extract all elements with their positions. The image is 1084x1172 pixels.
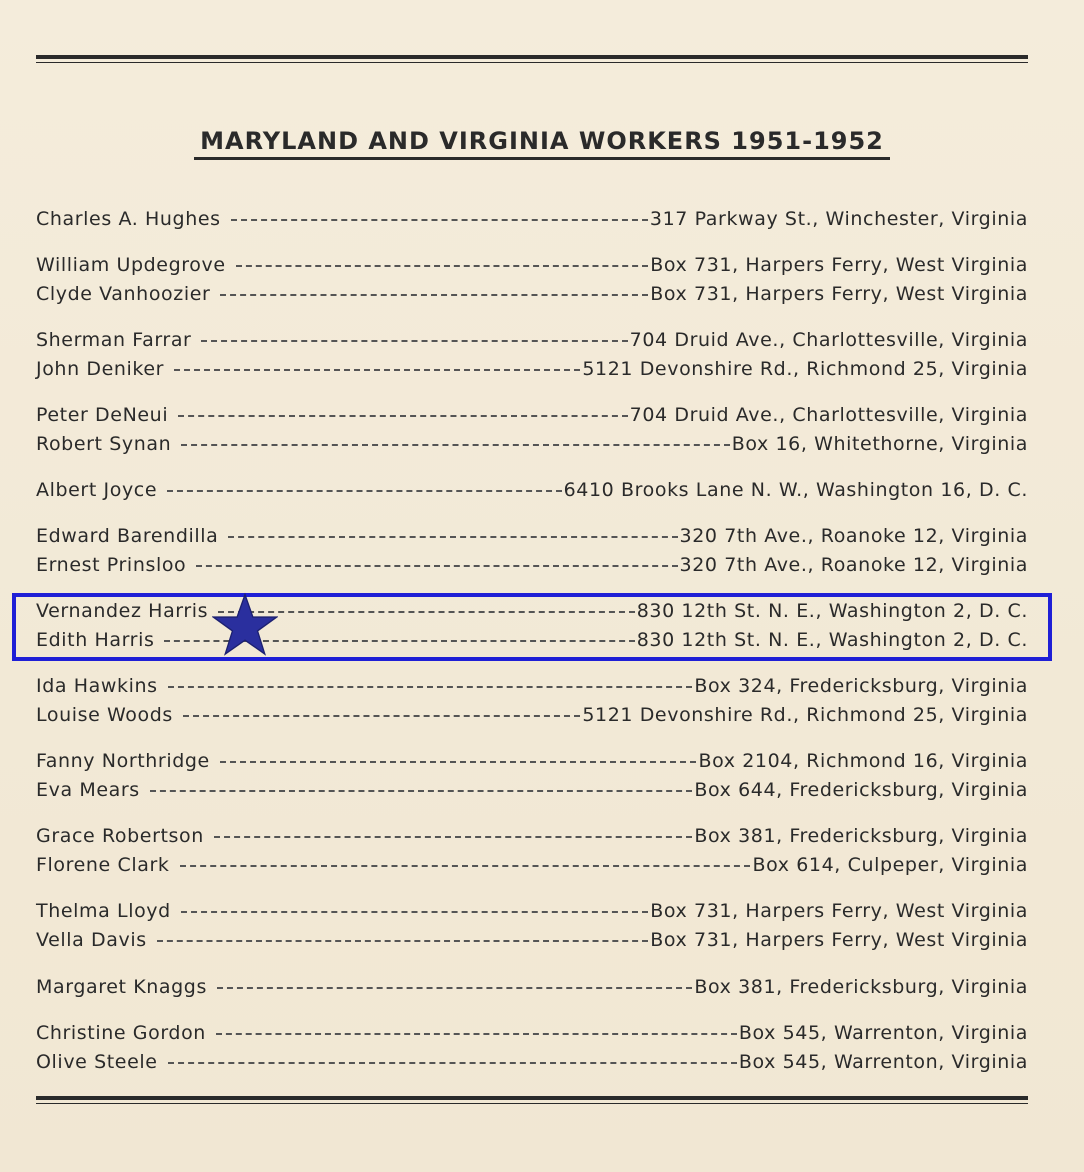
worker-address: Box 731, Harpers Ferry, West Virginia [650,283,1028,305]
dotted-leader [180,865,751,867]
worker-address: 320 7th Ave., Roanoke 12, Virginia [679,554,1028,576]
worker-address: 830 12th St. N. E., Washington 2, D. C. [636,600,1028,622]
star-icon [212,592,278,658]
dotted-leader [168,686,693,688]
dotted-leader [167,490,561,492]
dotted-leader [236,265,649,267]
worker-address: Box 731, Harpers Ferry, West Virginia [650,929,1028,951]
worker-name: Fanny Northridge [36,750,210,772]
list-item [36,976,1028,1004]
worker-name: Louise Woods [36,704,173,726]
worker-address: 6410 Brooks Lane N. W., Washington 16, D. C. [563,479,1028,501]
worker-address: Box 731, Harpers Ferry, West Virginia [650,900,1028,922]
worker-name: Margaret Knaggs [36,976,207,998]
list-item [36,525,1028,553]
worker-name: Christine Gordon [36,1022,206,1044]
list-item [36,825,1028,853]
list-item [36,358,1028,386]
list-item [36,929,1028,957]
worker-name: Albert Joyce [36,479,158,501]
dotted-leader [196,565,677,567]
worker-name: Thelma Lloyd [36,900,171,922]
worker-address: 704 Druid Ave., Charlottesville, Virginia [629,404,1028,426]
worker-address: Box 381, Fredericksburg, Virginia [694,825,1028,847]
page-title: MARYLAND AND VIRGINIA WORKERS 1951-1952 [194,127,890,160]
worker-address: Box 545, Warrenton, Virginia [738,1051,1028,1073]
list-item [36,750,1028,778]
list-item [36,479,1028,507]
worker-address: Box 614, Culpeper, Virginia [752,854,1028,876]
dotted-leader [217,987,692,989]
list-item [36,329,1028,357]
worker-name: William Updegrove [36,254,226,276]
worker-name: Clyde Vanhoozier [36,283,211,305]
worker-address: 320 7th Ave., Roanoke 12, Virginia [679,525,1028,547]
list-item [36,433,1028,461]
list-item [36,254,1028,282]
worker-name: Vella Davis [36,929,147,951]
worker-address: Box 16, Whitethorne, Virginia [731,433,1028,455]
worker-name: Sherman Farrar [36,329,192,351]
dotted-leader [168,1062,737,1064]
worker-name: John Deniker [36,358,165,380]
worker-name: Edward Barendilla [36,525,219,547]
dotted-leader [201,340,627,342]
dotted-leader [181,444,729,446]
worker-name: Edith Harris [36,629,155,651]
worker-name: Florene Clark [36,854,170,876]
worker-address: 704 Druid Ave., Charlottesville, Virginia [629,329,1028,351]
list-item [36,854,1028,882]
dotted-leader [228,536,677,538]
list-item [36,704,1028,732]
worker-name: Eva Mears [36,779,140,801]
list-item [36,779,1028,807]
worker-address: Box 731, Harpers Ferry, West Virginia [650,254,1028,276]
list-item [36,208,1028,236]
list-item [36,1051,1028,1079]
list-item [36,900,1028,928]
worker-address: 5121 Devonshire Rd., Richmond 25, Virginia [582,704,1028,726]
list-item [36,675,1028,703]
dotted-leader [150,790,693,792]
worker-name: Peter DeNeui [36,404,169,426]
list-item [36,404,1028,432]
list-item [36,283,1028,311]
worker-name: Robert Synan [36,433,172,455]
dotted-leader [174,369,580,371]
worker-address: 5121 Devonshire Rd., Richmond 25, Virginia [582,358,1028,380]
highlight-box [12,593,1052,661]
worker-name: Vernandez Harris [36,600,209,622]
worker-address: Box 644, Fredericksburg, Virginia [694,779,1028,801]
worker-name: Olive Steele [36,1051,158,1073]
worker-name: Charles A. Hughes [36,208,221,230]
dotted-leader [183,715,580,717]
top-double-rule [36,55,1028,63]
worker-address: Box 545, Warrenton, Virginia [738,1022,1028,1044]
worker-name: Ernest Prinsloo [36,554,187,576]
page-title-container [0,127,1084,160]
dotted-leader [178,415,627,417]
dotted-leader [220,761,697,763]
worker-address: Box 381, Fredericksburg, Virginia [694,976,1028,998]
dotted-leader [231,219,648,221]
list-item [36,1022,1028,1050]
dotted-leader [216,1033,737,1035]
dotted-leader [181,911,648,913]
worker-address: 830 12th St. N. E., Washington 2, D. C. [636,629,1028,651]
dotted-leader [214,836,692,838]
bottom-double-rule [36,1096,1028,1104]
dotted-leader [220,294,648,296]
worker-address: Box 2104, Richmond 16, Virginia [698,750,1028,772]
list-item [36,554,1028,582]
worker-address: 317 Parkway St., Winchester, Virginia [649,208,1028,230]
worker-address: Box 324, Fredericksburg, Virginia [694,675,1028,697]
worker-name: Ida Hawkins [36,675,158,697]
worker-name: Grace Robertson [36,825,204,847]
dotted-leader [157,940,649,942]
